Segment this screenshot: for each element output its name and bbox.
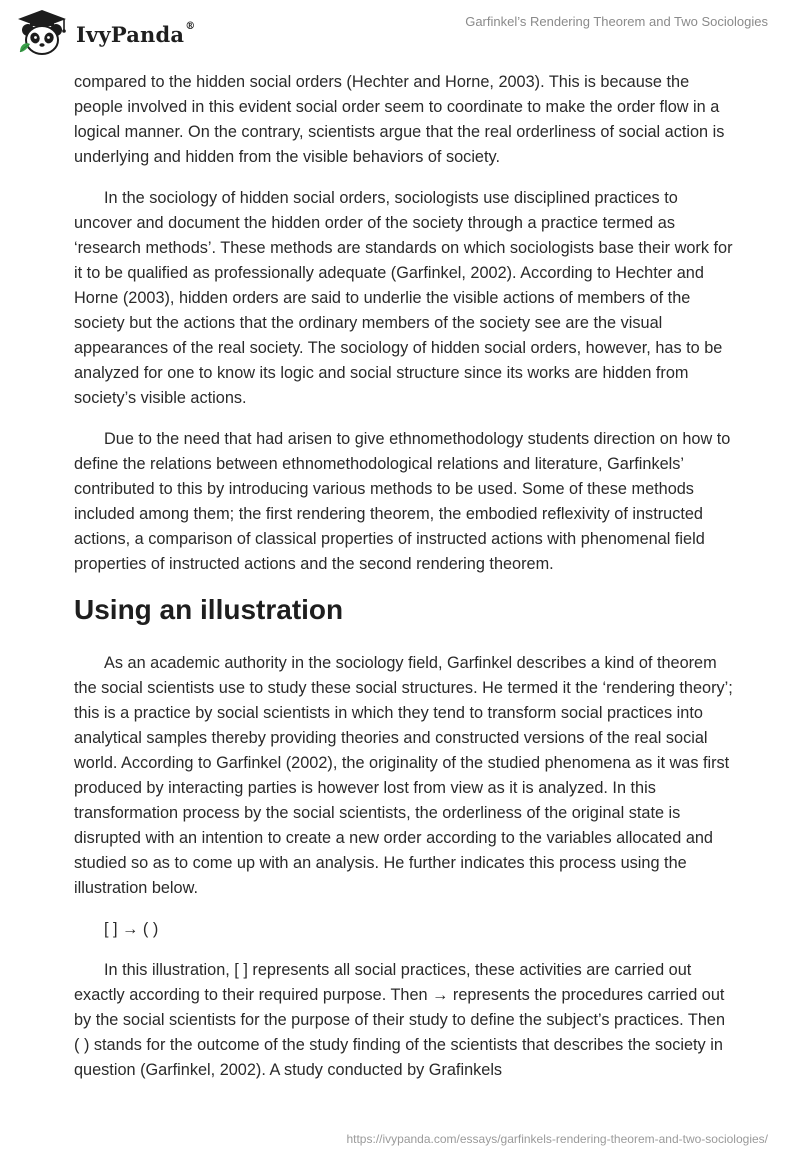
source-url[interactable]: https://ivypanda.com/essays/garfinkels-rendering-theorem-and-two-sociologies/	[346, 1132, 768, 1146]
panda-graduate-icon	[14, 8, 70, 58]
page-header	[0, 0, 800, 72]
paragraph: As an academic authority in the sociology field, Garfinkel describes a kind of theorem the social scientists use to study these social structures. He termed it the ‘rendering theory’; this is a practice by social scientists in which they tend to transform social practices into analytical samples thereby providing theories and constructed versions of the real social world. According to Garfinkel (2002), the originality of the studied phenomena as it was first produced by interacting parties is however lost from view as it is analyzed. In this transformation process by the social scientists, the orderliness of the original state is disrupted with an intention to create a new order according to the variables allocated and studied so as to come up with an analysis. He further indicates this process using the illustration below.	[74, 654, 733, 897]
paragraph: compared to the hidden social orders (Hechter and Horne, 2003). This is because the people involved in this evident social order seem to coordinate to make the order flow in a logical manner. On the contrary, scientists argue that the real orderliness of social action is underlying and hidden from the visible behaviors of society.	[74, 73, 725, 166]
paragraph: In the sociology of hidden social orders, sociologists use disciplined practices to uncover and document the hidden order of the society through a practice termed as ‘research methods’. These methods are standards on which sociologists base their work for it to be qualified as professionally adequate (Garfinkel, 2002). According to Hechter and Horne (2003), hidden orders are said to underlie the visible actions of members of the society but the actions that the ordinary members of the society see are the visual appearances of the real society. The sociology of hidden social orders, however, has to be analyzed for one to know its logic and social structure since its works are hidden from society’s visible actions.	[74, 189, 733, 407]
brand-name: IvyPanda®	[76, 20, 196, 47]
illustration-formula: [ ] → ( )	[104, 920, 159, 938]
paragraph: Due to the need that had arisen to give ethnomethodology students direction on how to define the relations between ethnomethodological relations and literature, Garfinkels’ contributed to this by introducing various methods to be used. Some of these methods included among them; the first rendering theorem, the embodied reflexivity of instructed actions, a comparison of classical properties of instructed actions with phenomenal field properties of instructed actions and the second rendering theorem.	[74, 430, 731, 573]
paragraph: In this illustration, [ ] represents all social practices, these activities are carried out exactly according to their required purpose. Then → represents the procedures carried out by the social scientists for the purpose of their study to define the subject’s practices. Then ( ) stands for the outcome of the study finding of the scientists that describes the society in question (Garfinkel, 2002). A study conducted by Grafinkels	[74, 961, 726, 1079]
document-title: Garfinkel’s Rendering Theorem and Two Sociologies	[465, 14, 768, 29]
essay-body	[74, 70, 734, 1099]
ivypanda-logo[interactable]	[14, 8, 204, 58]
section-heading: Using an illustration	[74, 594, 344, 625]
